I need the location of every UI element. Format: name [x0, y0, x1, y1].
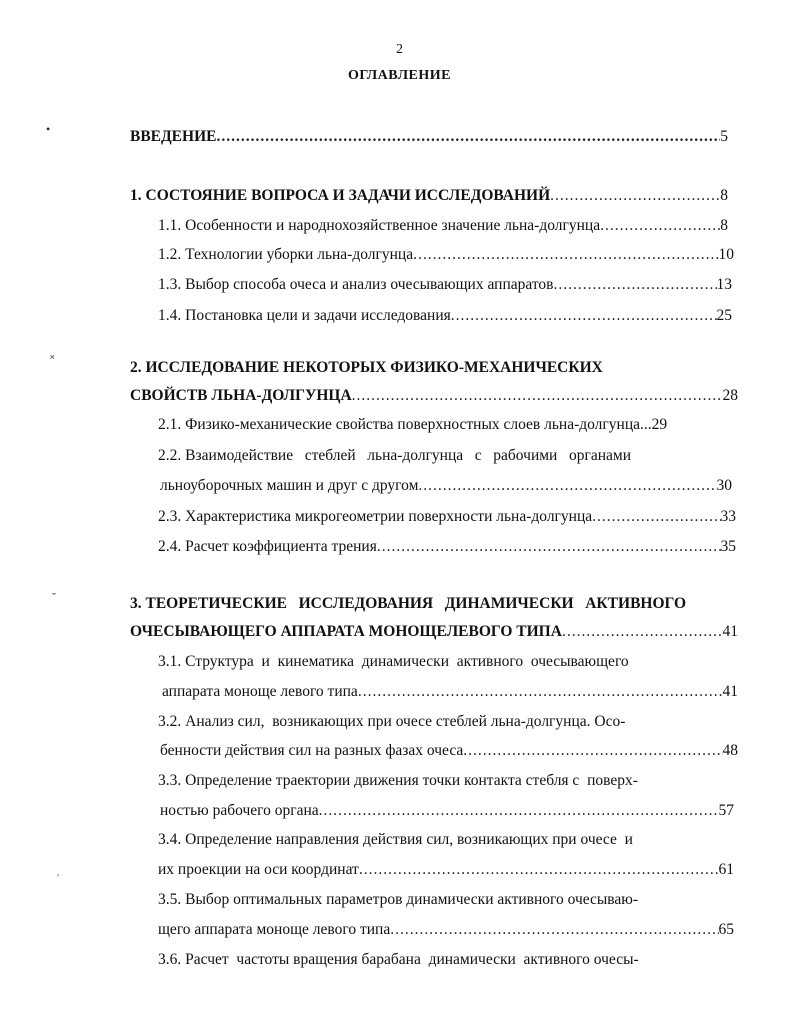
toc-page: 25: [716, 307, 732, 324]
toc-label: 1.2. Технологии уборки льна-долгунца: [158, 246, 414, 263]
toc-page: 48: [722, 742, 738, 759]
toc-section-1-4[interactable]: [158, 307, 732, 325]
toc-label: ВВЕДЕНИЕ: [130, 128, 217, 145]
toc-chapter-2-line1[interactable]: 2. ИССЛЕДОВАНИЕ НЕКОТОРЫХ ФИЗИКО-МЕХАНИЧЕСКИХ: [130, 359, 603, 376]
toc-page: 13: [716, 276, 732, 293]
toc-label: ОЧЕСЫВАЮЩЕГО АППАРАТА МОНОЩЕЛЕВОГО ТИПА: [130, 623, 562, 640]
toc-leader: [390, 921, 718, 939]
toc-leader: [319, 802, 719, 820]
scan-mark: ˘: [52, 590, 56, 604]
toc-page: 5: [720, 128, 728, 145]
toc-label: СВОЙСТВ ЛЬНА-ДОЛГУНЦА: [130, 387, 352, 404]
toc-leader: [216, 128, 720, 146]
toc-label: ностью рабочего органа: [160, 802, 319, 819]
toc-label: 1.4. Постановка цели и задачи исследования: [158, 307, 451, 324]
toc-label: их проекции на оси координат: [158, 861, 359, 878]
toc-label: 1.1. Особенности и народнохозяйственное значение льна-долгунца: [158, 217, 601, 234]
toc-chapter-2[interactable]: [130, 387, 738, 405]
toc-label: щего аппарата моноще левого типа: [158, 921, 391, 938]
scan-mark: •: [46, 122, 51, 136]
toc-page: 29: [651, 416, 668, 433]
toc-leader: [418, 477, 716, 495]
toc-leader: [377, 538, 721, 556]
toc-page: 8: [720, 187, 728, 204]
toc-label: льноуборочных машин и друг с другом: [160, 477, 419, 494]
toc-section-2-3[interactable]: [158, 508, 736, 526]
toc-leader: [463, 742, 722, 760]
toc-page: 57: [718, 802, 734, 819]
toc-label: 2.3. Характеристика микрогеометрии поверхности льна-долгунца: [158, 508, 593, 525]
toc-section-3-5[interactable]: [158, 921, 734, 939]
scan-mark: ˒: [56, 866, 60, 880]
toc-page: 41: [722, 623, 738, 640]
toc-section-2-4[interactable]: [158, 538, 736, 556]
toc-chapter-3[interactable]: [130, 623, 738, 641]
toc-section-1-2[interactable]: [158, 246, 734, 264]
toc-leader: [451, 307, 717, 325]
toc-section-1-1[interactable]: [158, 217, 728, 235]
toc-section-3-5-line1[interactable]: 3.5. Выбор оптимальных параметров динамически активного очесываю-: [158, 891, 639, 908]
toc-section-3-4-line1[interactable]: 3.4. Определение направления действия сил, возникающих при очесе и: [158, 831, 633, 848]
toc-section-2-2[interactable]: [160, 477, 732, 495]
scan-mark: ˟: [50, 352, 55, 366]
toc-leader: [562, 623, 723, 641]
toc-chapter-1[interactable]: [130, 187, 728, 205]
toc-page: 28: [722, 387, 738, 404]
toc-section-3-6-line1[interactable]: 3.6. Расчет частоты вращения барабана динамически активного очесы-: [158, 951, 639, 968]
toc-page: 61: [718, 861, 734, 878]
toc-section-2-2-line1[interactable]: 2.2. Взаимодействие стеблей льна-долгунца с рабочими органами: [158, 447, 631, 464]
toc-page: 33: [720, 508, 736, 525]
toc-leader: [600, 217, 720, 235]
toc-page: 10: [718, 246, 734, 263]
toc-label: 2.4. Расчет коэффициента трения: [158, 538, 377, 555]
page-number: 2: [396, 42, 403, 57]
toc-section-1-3[interactable]: [158, 276, 732, 294]
toc-entry-intro[interactable]: [130, 128, 728, 146]
toc-chapter-3-line1[interactable]: 3. ТЕОРЕТИЧЕСКИЕ ИССЛЕДОВАНИЯ ДИНАМИЧЕСКИ АКТИВНОГО: [130, 595, 687, 612]
toc-label: 2.1. Физико-механические свойства поверхностных слоев льна-долгунца...: [158, 416, 652, 433]
toc-label: 1. СОСТОЯНИЕ ВОПРОСА И ЗАДАЧИ ИССЛЕДОВАНИЙ: [130, 187, 551, 204]
toc-section-3-4[interactable]: [158, 861, 734, 879]
toc-page: 35: [720, 538, 736, 555]
toc-section-3-2-line1[interactable]: 3.2. Анализ сил, возникающих при очесе стеблей льна-долгунца. Осо-: [158, 713, 626, 730]
toc-section-3-2[interactable]: [160, 742, 738, 760]
toc-page: 30: [716, 477, 732, 494]
toc-section-3-1-line1[interactable]: 3.1. Структура и кинематика динамически активного очесывающего: [158, 653, 629, 670]
toc-leader: [359, 861, 719, 879]
toc-section-3-1[interactable]: [162, 683, 738, 701]
toc-label: 1.3. Выбор способа очеса и анализ очесывающих аппаратов: [158, 276, 554, 293]
toc-leader: [413, 246, 718, 264]
toc-label: аппарата моноще левого типа: [162, 683, 358, 700]
toc-section-2-1[interactable]: [158, 416, 732, 434]
toc-leader: [352, 387, 723, 405]
toc-leader: [358, 683, 723, 701]
toc-leader: [554, 276, 717, 294]
toc-page: 8: [720, 217, 728, 234]
toc-leader: [592, 508, 720, 526]
toc-section-3-3[interactable]: [160, 802, 734, 820]
toc-label: бенности действия сил на разных фазах очеса: [160, 742, 464, 759]
toc-page: 65: [718, 921, 734, 938]
toc-page: 41: [722, 683, 738, 700]
toc-leader: [550, 187, 720, 205]
toc-section-3-3-line1[interactable]: 3.3. Определение траектории движения точки контакта стебля с поверх-: [158, 772, 638, 789]
page-title: ОГЛАВЛЕНИЕ: [348, 68, 451, 83]
